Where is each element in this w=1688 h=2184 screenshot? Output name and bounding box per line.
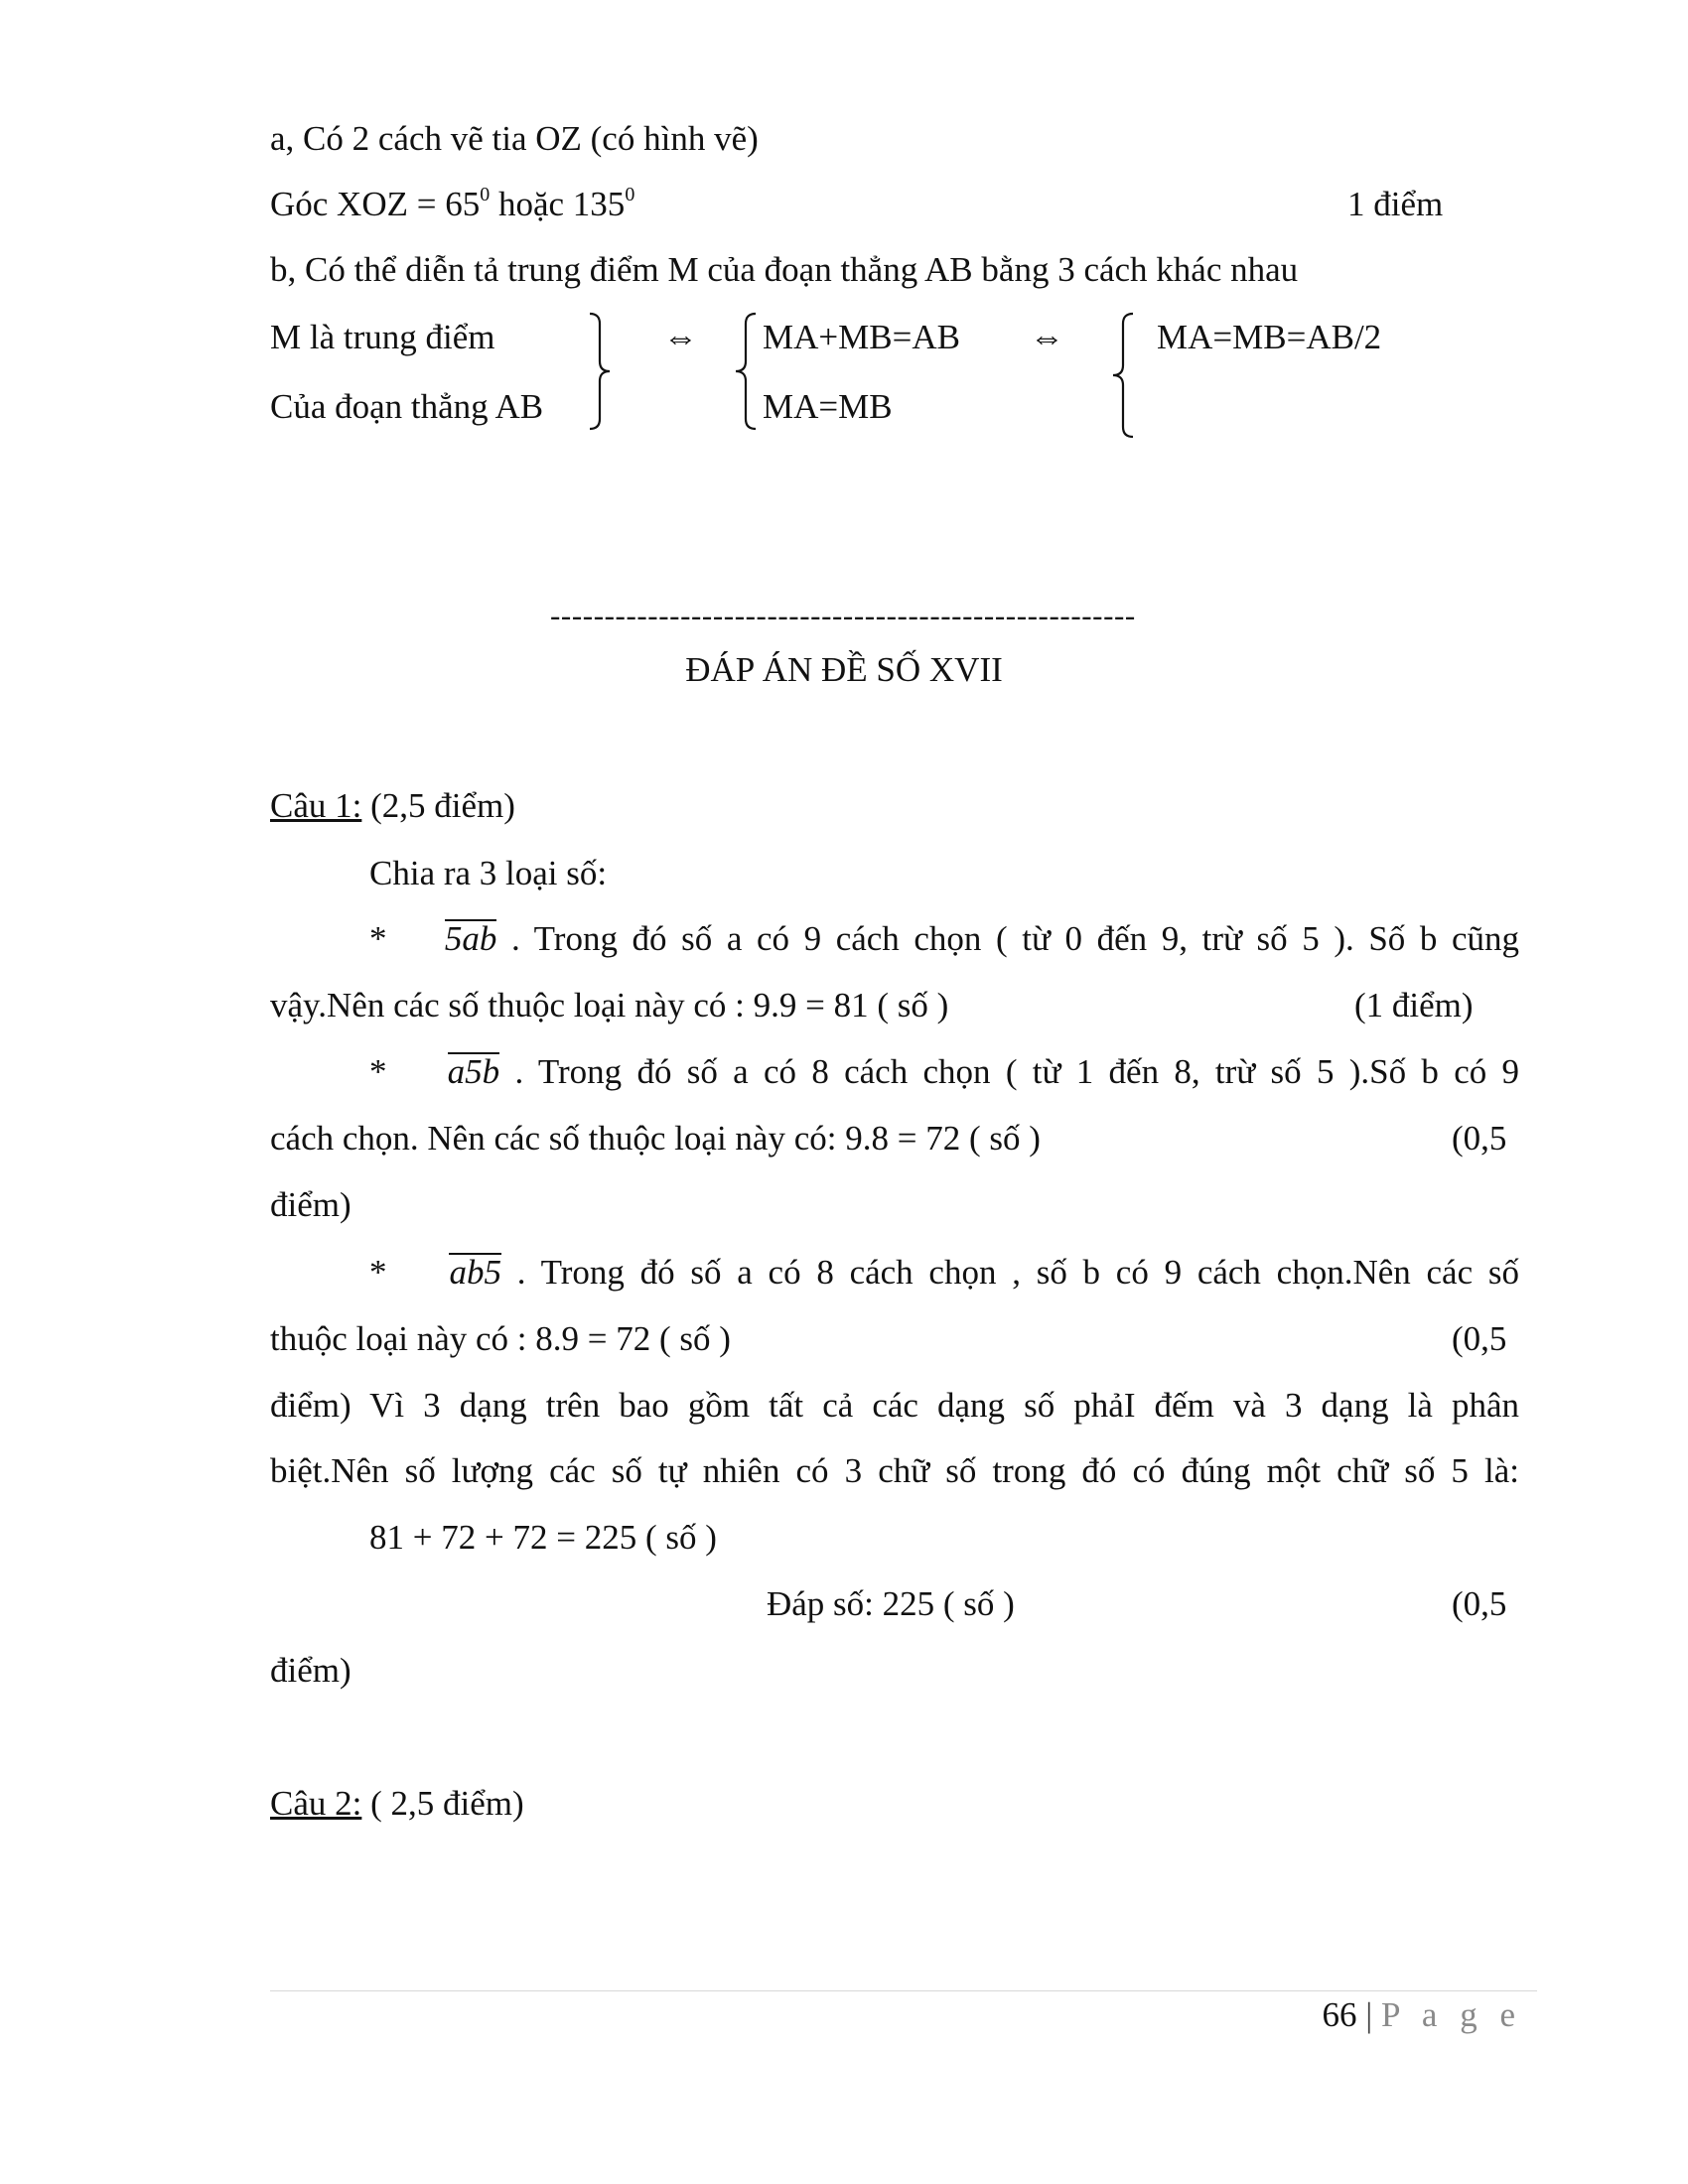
page-footer bbox=[1322, 1995, 1522, 2035]
left-brace-icon-2 bbox=[1107, 310, 1137, 441]
case3-line2: thuộc loại này có : 8.9 = 72 ( số ) bbox=[270, 1319, 731, 1358]
case1-score: (1 điểm) bbox=[1354, 986, 1474, 1024]
cau2-heading bbox=[270, 1782, 524, 1826]
right-brace-icon bbox=[586, 310, 616, 433]
case1-number: 5ab bbox=[444, 919, 497, 958]
page-divider: | bbox=[1365, 1995, 1373, 2034]
case3-score: (0,5 bbox=[1452, 1319, 1507, 1358]
equiv-icon-1: ⇔ bbox=[663, 318, 698, 356]
case1-text: . Trong đó số a có 9 cách chọn ( từ 0 đến 9, trừ số 5 ). Số b cũng bbox=[510, 919, 1519, 958]
case2-number: a5b bbox=[447, 1052, 500, 1091]
angle-line bbox=[270, 183, 634, 226]
left-brace-icon bbox=[730, 310, 760, 433]
case1-line2: vậy.Nên các số thuộc loại này có : 9.9 = 81 ( số ) bbox=[270, 986, 949, 1024]
cau1-heading bbox=[270, 784, 515, 828]
midpoint-left-line2: Của đoạn thẳng AB bbox=[270, 387, 544, 426]
part-a-line1: a, Có 2 cách vẽ tia OZ (có hình vẽ) bbox=[270, 119, 759, 158]
degree-sup-2: 0 bbox=[625, 184, 635, 206]
midpoint-right-line1: MA=MB=AB/2 bbox=[1157, 318, 1382, 356]
part-b-intro: b, Có thể diễn tả trung điểm M của đoạn thẳng AB bằng 3 cách khác nhau bbox=[270, 250, 1299, 289]
bullet-1: * bbox=[369, 919, 387, 958]
section-separator: ------------------------------------------------------ bbox=[550, 598, 1136, 632]
answer-line: Đáp số: 225 ( số ) bbox=[767, 1584, 1015, 1623]
midpoint-middle-line2: MA=MB bbox=[763, 387, 893, 426]
sum-line: 81 + 72 + 72 = 225 ( số ) bbox=[369, 1518, 717, 1557]
conclusion-line1: điểm) Vì 3 dạng trên bao gồm tất cả các dạng số phảI đếm và 3 dạng là phân bbox=[270, 1386, 1519, 1425]
cau2-label: Câu 2: bbox=[270, 1784, 362, 1823]
answer-score-line2: điểm) bbox=[270, 1651, 352, 1690]
part-a-score: 1 điểm bbox=[1347, 185, 1444, 223]
midpoint-middle-line1: MA+MB=AB bbox=[763, 318, 960, 356]
footer-divider bbox=[270, 1990, 1537, 1991]
degree-sup-1: 0 bbox=[480, 184, 491, 206]
bullet-3: * bbox=[369, 1253, 387, 1292]
case2-line3: điểm) bbox=[270, 1185, 352, 1224]
case3-line1 bbox=[369, 1251, 1519, 1295]
section-title: ĐÁP ÁN ĐỀ SỐ XVII bbox=[685, 650, 1003, 689]
page-label: P a g e bbox=[1381, 1995, 1522, 2034]
case3-number: ab5 bbox=[449, 1253, 501, 1292]
cau2-points: ( 2,5 điểm) bbox=[361, 1784, 524, 1823]
case2-text: . Trong đó số a có 8 cách chọn ( từ 1 đến 8, trừ số 5 ).Số b có 9 bbox=[514, 1052, 1520, 1091]
cau1-label: Câu 1: bbox=[270, 786, 362, 825]
case2-score: (0,5 bbox=[1452, 1119, 1507, 1158]
cau1-points: (2,5 điểm) bbox=[361, 786, 515, 825]
case1-line1 bbox=[369, 917, 1519, 961]
case2-line1 bbox=[369, 1050, 1519, 1094]
page-number: 66 bbox=[1322, 1995, 1357, 2034]
angle-prefix: Góc XOZ = 65 bbox=[270, 185, 481, 223]
case3-text: . Trong đó số a có 8 cách chọn , số b có 9 cách chọn.Nên các số bbox=[516, 1253, 1519, 1292]
conclusion-line2: biệt.Nên số lượng các số tự nhiên có 3 chữ số trong đó có đúng một chữ số 5 là: bbox=[270, 1451, 1519, 1490]
case2-line2: cách chọn. Nên các số thuộc loại này có: 9.8 = 72 ( số ) bbox=[270, 1119, 1041, 1158]
bullet-2: * bbox=[369, 1052, 387, 1091]
angle-middle: hoặc 135 bbox=[490, 185, 626, 223]
answer-score: (0,5 bbox=[1452, 1584, 1507, 1623]
midpoint-left-line1: M là trung điểm bbox=[270, 318, 495, 356]
cau1-intro: Chia ra 3 loại số: bbox=[369, 854, 608, 892]
equiv-icon-2: ⇔ bbox=[1030, 318, 1064, 356]
